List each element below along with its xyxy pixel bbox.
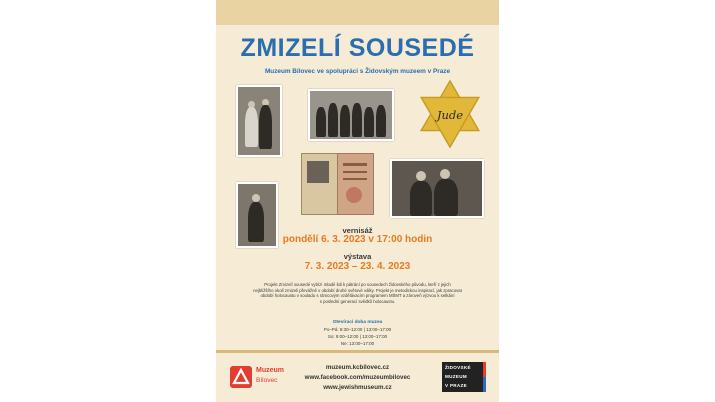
passport-document [301,153,373,213]
link-jewish-museum[interactable]: www.jewishmuseum.cz [323,384,392,391]
exhibition-poster [216,0,499,402]
photo-group [308,89,394,141]
description-line: s poslední generací svědků holocaustu. [319,298,396,304]
poster-title: ZMIZELÍ SOUSEDÉ [240,34,475,62]
star-text: Jude [436,108,464,123]
poster-subtitle: Muzeum Bílovec ve spolupráci s Židovským muzeem v Praze [264,68,451,75]
project-description [238,282,477,304]
top-band [216,0,499,25]
vystava-date: 7. 3. 2023 – 23. 4. 2023 [304,261,411,272]
photo-two-people [390,159,484,218]
vernisaz-date: pondělí 6. 3. 2023 v 17:00 hodin [282,234,433,245]
opening-hours-line: Po–Pá: 8:30–12:00 | 13:00–17:00 [323,327,392,332]
description-line: nejbližšího okolí zmizeli převážně v období druhé světové války. Projekt je metodickou inspirací, jak zpracovat [253,287,462,293]
photo-walking-couple [236,85,282,157]
opening-hours-line: So: 9:00–12:00 | 13:00–17:00 [327,334,388,339]
opening-hours-line: Ne: 13:00–17:00 [340,341,375,346]
logo-text-bilovec: Bílovec [256,377,278,384]
description-line: období holocaustu v souladu s rámcovým vzdělávacím programem MŠMT a zároveň výzvou k setkání [260,293,455,299]
yellow-star-icon [414,78,486,150]
opening-hours-title: Otevírací doba muzea [332,320,383,325]
description-line: Projekt Zmizelí sousedé vybízí mladé lidi k pátrání po sousedech židovského původu, kteří z jejich [264,282,451,287]
logo-stripes [483,362,486,392]
footer-divider [216,350,499,353]
vernisaz-label: vernisáž [342,226,373,235]
link-museum-website[interactable]: muzeum.kcbilovec.cz [325,364,390,371]
logo-text-muzeum: Muzeum [256,367,284,374]
vystava-label: výstava [343,252,372,261]
jewish-museum-logo [442,362,486,392]
zm-logo-line: ŽIDOVSKÉ [445,365,471,370]
zm-logo-line: MUZEUM [445,374,467,379]
link-facebook[interactable]: www.facebook.com/muzeumbilovec [304,374,411,381]
zm-logo-line: V PRAZE [445,383,468,388]
